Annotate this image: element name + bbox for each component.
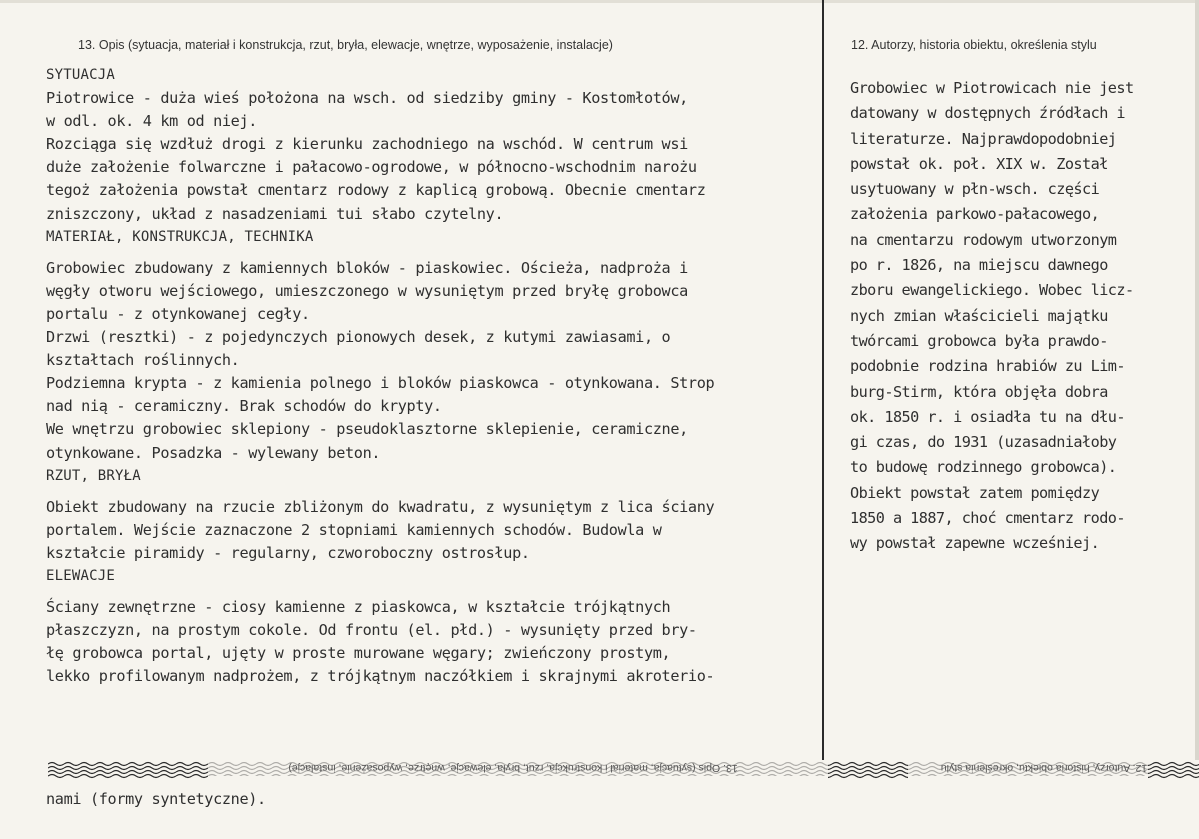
section-heading: ELEWACJE [46, 567, 116, 584]
text-line: portalem. Wejście zaznaczone 2 stopniami kamiennych schodów. Budowla w [46, 520, 662, 539]
history-text-line: na cmentarzu rodowym utworzonym [850, 230, 1117, 249]
text-line: zniszczony, układ z nasadzeniami tui słabo czytelny. [46, 204, 504, 223]
text-line: Rozciąga się wzdłuż drogi z kierunku zachodniego na wschód. W centrum wsi [46, 135, 688, 154]
history-text-line: ok. 1850 r. i osiadła tu na dłu- [850, 407, 1125, 426]
mirrored-section-13-header: 13. Opis (sytuacja, materiał i konstrukcja, rzut, bryła, elewacje, wnętrze, wyposażenie, instalacje) [288, 762, 738, 774]
text-line: otynkowane. Posadzka - wylewany beton. [46, 443, 381, 462]
history-text-line: burg-Stirm, która objęła dobra [850, 382, 1108, 401]
history-text-line: powstał ok. poł. XIX w. Został [850, 154, 1108, 173]
history-text-line: literaturze. Najprawdopodobniej [850, 129, 1117, 148]
history-text-line: po r. 1826, na miejscu dawnego [850, 256, 1108, 275]
continuation-line: nami (formy syntetyczne). [46, 790, 266, 808]
history-text-line: 1850 a 1887, choć cmentarz rodo- [850, 509, 1125, 528]
text-line: We wnętrzu grobowiec sklepiony - pseudoklasztorne sklepienie, ceramiczne, [46, 420, 688, 439]
spacer [46, 488, 818, 496]
history-text-line: nych zmian właścicieli majątku [850, 306, 1108, 325]
history-column [850, 76, 1190, 557]
history-text-line: usytuowany w płn-wsch. części [850, 180, 1100, 199]
page-top-edge [0, 0, 1199, 3]
section-heading: RZUT, BRYŁA [46, 467, 141, 484]
history-text-line: podobnie rodzina hrabiów zu Lim- [850, 357, 1125, 376]
text-line: w odl. ok. 4 km od niej. [46, 112, 258, 131]
text-line: łę grobowca portal, ujęty w proste murowane węgary; zwieńczony prostym, [46, 644, 671, 663]
description-column [46, 64, 818, 688]
mirrored-section-12-header: 12. Autorzy, historia obiektu, określenia stylu [940, 762, 1148, 774]
history-text-line: Obiekt powstał zatem pomiędzy [850, 483, 1100, 502]
text-line: tegoż założenia powstał cmentarz rodowy z kaplicą grobową. Obecnie cmentarz [46, 181, 706, 200]
history-text-line: wy powstał zapewne wcześniej. [850, 534, 1100, 553]
section-13-header: 13. Opis (sytuacja, materiał i konstrukcja, rzut, bryła, elewacje, wnętrze, wyposażenie, instalacje) [78, 38, 613, 52]
text-line: duże założenie folwarczne i pałacowo-ogrodowe, w północno-wschodnim narożu [46, 158, 697, 177]
text-line: nad nią - ceramiczny. Brak schodów do krypty. [46, 397, 442, 416]
text-line: Obiekt zbudowany na rzucie zbliżonym do kwadratu, z wysuniętym z lica ściany [46, 497, 715, 516]
page-right-edge [1195, 0, 1199, 760]
text-line: portalu - z otynkowanej cegły. [46, 304, 310, 323]
text-line: kształcie piramidy - regularny, czworoboczny ostrosłup. [46, 543, 530, 562]
text-line: kształtach roślinnych. [46, 351, 240, 370]
section-heading: MATERIAŁ, KONSTRUKCJA, TECHNIKA [46, 228, 314, 245]
text-line: Piotrowice - duża wieś położona na wsch. od siedziby gminy - Kostomłotów, [46, 89, 688, 108]
history-text-line: Grobowiec w Piotrowicach nie jest [850, 79, 1134, 97]
text-line: lekko profilowanym nadprożem, z trójkątnym naczółkiem i skrajnymi akroterio- [46, 667, 715, 686]
section-12-header: 12. Autorzy, historia obiektu, określenia stylu [851, 38, 1097, 52]
spacer [46, 249, 818, 257]
column-divider [822, 0, 824, 760]
text-line: węgły otworu wejściowego, umieszczonego w wysuniętym przed bryłę grobowca [46, 281, 688, 300]
text-line: Drzwi (resztki) - z pojedynczych pionowych desek, z kutymi zawiasami, o [46, 328, 671, 347]
text-line: płaszczyzn, na prostym cokole. Od frontu (el. płd.) - wysunięty przed bry- [46, 621, 697, 640]
history-text-line: gi czas, do 1931 (uzasadniałoby [850, 433, 1117, 452]
history-text-line: zboru ewangelickiego. Wobec licz- [850, 281, 1134, 300]
history-text-line: twórcami grobowca była prawdo- [850, 331, 1108, 350]
text-line: Podziemna krypta - z kamienia polnego i bloków piaskowca - otynkowana. Strop [46, 374, 715, 393]
spacer [46, 588, 818, 596]
history-text-line: datowany w dostępnych źródłach i [850, 104, 1125, 123]
history-text-line: to budowę rodzinnego grobowca). [850, 458, 1117, 477]
text-line: Grobowiec zbudowany z kamiennych bloków - piaskowiec. Ościeża, nadproża i [46, 258, 688, 277]
text-line: Ściany zewnętrzne - ciosy kamienne z piaskowca, w kształcie trójkątnych [46, 598, 671, 617]
section-heading: SYTUACJA [46, 67, 116, 83]
history-text-line: założenia parkowo-pałacowego, [850, 205, 1100, 224]
